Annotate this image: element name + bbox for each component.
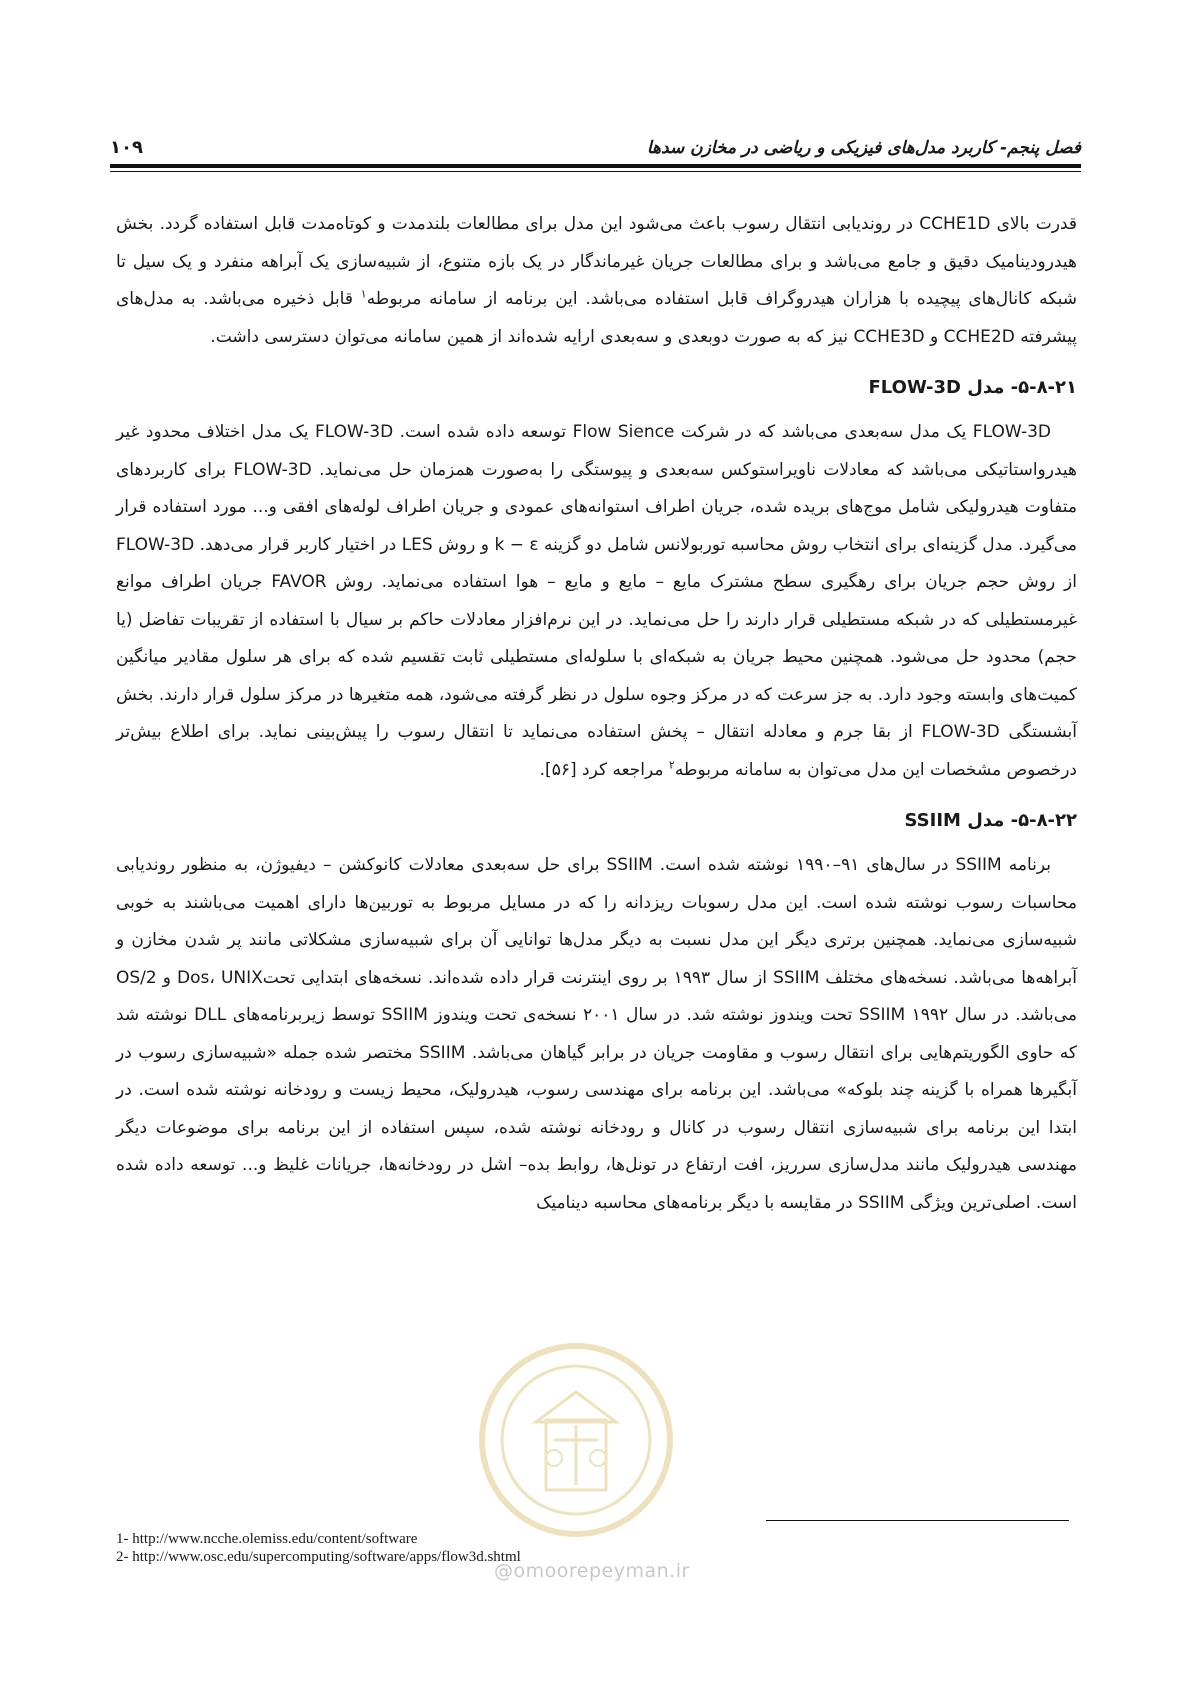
section-heading-flow3d: ۵-۸-۲۱- مدل FLOW-3D — [868, 377, 1077, 398]
watermark-seal-icon — [476, 1340, 676, 1540]
ssiim-paragraph: برنامه SSIIM در سال‌های ۹۱–۱۹۹۰ نوشته شده است. SSIIM برای حل سه‌بعدی معادلات کانوکشن – دیفیوژن، به منظور روندیابی محاسبات رسوب نوشته شده است. این مدل رسوبات ریزدانه را که در مسایل مربوط به توربین‌ها دارای اهمیت می‌باشند به خوبی شبیه‌سازی می‌نماید. همچنین برتری دیگر این مدل نسبت به دیگر مدل‌ها توانایی آن برای شبیه‌سازی مشکلاتی مانند پر شدن مخازن و آبراهه‌ها می‌باشد. نسخه‌های مختلف SSIIM از سال ۱۹۹۳ بر روی اینترنت قرار داده شده‌اند. نسخه‌های ابتدایی تحتDos، UNIX و OS/2 می‌باشد. در سال ۱۹۹۲ SSIIM تحت ویندوز نوشته شد. در سال ۲۰۰۱ نسخه‌ی تحت ویندوز SSIIM توسط زیربرنامه‌های DLL نوشته شد که حاوی الگوریتم‌هایی برای انتقال رسوب و مقاومت جریان در برابر گیاهان می‌باشد. SSIIM مختصر شده جمله «شبیه‌سازی رسوب در آبگیرها همراه با گزینه چند بلوکه» می‌باشد. این برنامه برای مهندسی رسوب، هیدرولیک، محیط زیست و رودخانه نوشته شده است. در ابتدا این برنامه برای شبیه‌سازی انتقال رسوب در کانال و رودخانه نوشته شده، سپس استفاده از این برنامه برای موضوعات دیگر مهندسی هیدرولیک مانند مدل‌سازی سرریز، افت ارتفاع در تونل‌ها، روابط بده– اشل در رودخانه‌ها، جریانات غلیظ و... توسعه داده شده است. اصلی‌ترین ویژگی SSIIM در مقایسه با دیگر برنامه‌های محاسبه دینامیک — [116, 855, 1077, 1213]
footnote-1[interactable]: 1- http://www.ncche.olemiss.edu/content/software — [116, 1531, 418, 1547]
page-header — [110, 128, 1081, 158]
footnote-2[interactable]: 2- http://www.osc.edu/supercomputing/software/apps/flow3d.shtml — [116, 1549, 521, 1565]
footnote-ref-2[interactable]: ۲ — [668, 757, 675, 771]
page-content — [116, 206, 1077, 1222]
flow3d-paragraph: FLOW-3D یک مدل سه‌بعدی می‌باشد که در شرکت Flow Sience توسعه داده شده است. FLOW-3D یک مدل اختلاف محدود غیر هیدرواستاتیکی می‌باشد که معادلات ناویراستوکس سه‌بعدی و پیوستگی را به‌صورت همزمان حل می‌نماید. FLOW-3D برای کاربردهای متفاوت هیدرولیکی شامل موج‌های بریده شده، جریان اطراف استوانه‌های عمودی و جریان اطراف لوله‌های افقی و... مورد استفاده قرار می‌گیرد. مدل گزینه‌ای برای انتخاب روش محاسبه توربولانس شامل دو گزینه k − ε و روش LES در اختیار کاربر قرار می‌دهد. FLOW-3D از روش حجم جریان برای رهگیری سطح مشترک مایع – مایع و مایع – هوا استفاده می‌نماید. روش FAVOR جریان اطراف موانع غیرمستطیلی که در شبکه مستطیلی قرار دارند را حل می‌نماید. در این نرم‌افزار معادلات حاکم بر سیال با استفاده از تقریبات تفاضل (یا حجم) محدود حل می‌شود. همچنین محیط جریان به شبکه‌ای با سلوله‌ای مستطیلی ثابت تقسیم شده که برای هر سلول مقادیر میانگین کمیت‌های وابسته وجود دارد. به جز سرعت که در مرکز وجوه سلول در نظر گرفته می‌شود، همه متغیرها در مرکز سلول قرار دارند. بخش آبشستگی FLOW-3D از بقا جرم و معادله انتقال – پخش استفاده می‌نماید تا انتقال رسوب را پیش‌بینی نماید. برای اطلاع بیش‌تر درخصوص مشخصات این مدل می‌توان به سامانه مربوطه$^۲$ مراجعه کرد [۵۶]. — [116, 422, 1077, 780]
header-rule-thick — [110, 164, 1081, 168]
section-heading-ssiim: ۵-۸-۲۲- مدل SSIIM — [904, 810, 1077, 831]
footnote-ref-1[interactable]: ۱ — [360, 287, 367, 301]
page-number: ۱۰۹ — [110, 137, 143, 158]
header-rule-thin — [110, 171, 1081, 172]
footnote-rule — [766, 1520, 1069, 1521]
footnotes — [116, 1530, 521, 1566]
watermark-text: @omoorepeyman.ir — [494, 1560, 690, 1582]
intro-paragraph: قدرت بالای CCHE1D در روندیابی انتقال رسوب باعث می‌شود این مدل برای مطالعات بلندمدت و کوتاه‌مدت قابل استفاده گردد. بخش هیدرودینامیک دقیق و جامع می‌باشد و برای مطالعات جریان غیرماندگار در یک بازه متنوع، از شبیه‌سازی یک آبراهه منفرد و یک سیل تا شبکه کانال‌های پیچیده با هزاران هیدروگراف قابل استفاده می‌باشد. این برنامه از سامانه مربوطه$^۱$ قابل ذخیره می‌باشد. به مدل‌های پیشرفته CCHE2D و CCHE3D نیز که به صورت دوبعدی و سه‌بعدی ارایه شده‌اند از همین سامانه می‌توان دسترسی داشت. — [116, 214, 1077, 347]
chapter-title: فصل پنجم- کاربرد مدل‌های فیزیکی و ریاضی در مخازن سدها — [646, 138, 1081, 158]
